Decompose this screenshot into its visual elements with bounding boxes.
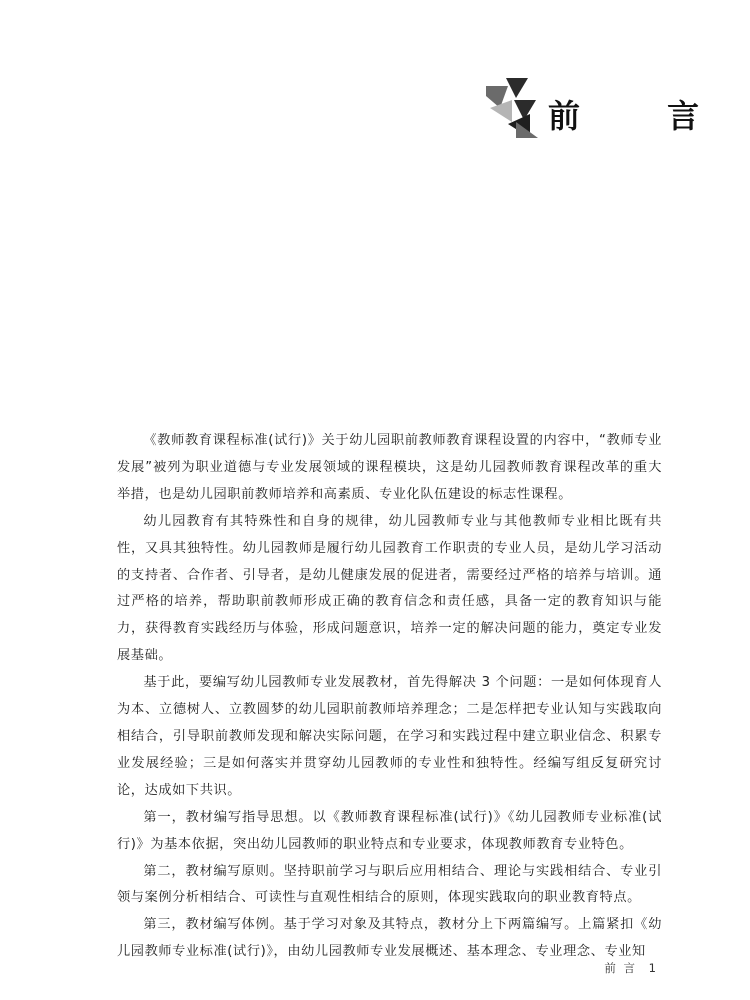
paragraph: 第一，教材编写指导思想。以《教师教育课程标准(试行)》《幼儿园教师专业标准(试行)》为基本依据，突出幼儿园教师的职业特点和专业要求，体现教师教育专业特色。 bbox=[117, 809, 662, 852]
page-number: 1 bbox=[648, 961, 658, 975]
chapter-header bbox=[486, 78, 738, 140]
page-title: 前 言 bbox=[548, 97, 738, 135]
paragraph: 《教师教育课程标准(试行)》关于幼儿园职前教师教育课程设置的内容中，“教师专业发展”被列为职业道德与专业发展领域的课程模块，这是幼儿园教师教育课程改革的重大举措，也是幼儿园职前教师培养和高素质、专业化队伍建设的标志性课程。 bbox=[117, 433, 662, 502]
footer-label: 前 言 bbox=[604, 961, 638, 975]
paragraph: 幼儿园教育有其特殊性和自身的规律，幼儿园教师专业与其他教师专业相比既有共性，又具其独特性。幼儿园教师是履行幼儿园教育工作职责的专业人员，是幼儿学习活动的支持者、合作者、引导者，是幼儿健康发展的促进者，需要经过严格的培养与培训。通过严格的培养，帮助职前教师形成正确的教育信念和责任感，具备一定的教育知识与能力，获得教育实践经历与体验，形成问题意识，培养一定的解决问题的能力，奠定专业发展基础。 bbox=[117, 513, 662, 664]
paragraph: 第二，教材编写原则。坚持职前学习与职后应用相结合、理论与实践相结合、专业引领与案例分析相结合、可读性与直观性相结合的原则，体现实践取向的职业教育特点。 bbox=[117, 863, 662, 906]
body-text bbox=[117, 428, 662, 966]
paragraph: 基于此，要编写幼儿园教师专业发展教材，首先得解决 3 个问题：一是如何体现育人为本、立德树人、立教圆梦的幼儿园职前教师培养理念；二是怎样把专业认知与实践取向相结合，引导职前教师发现和解决实际问题，在学习和实践过程中建立职业信念、积累专业发展经验；三是如何落实并贯穿幼儿园教师的专业性和独特性。经编写组反复研究讨论，达成如下共识。 bbox=[117, 675, 662, 798]
paragraph: 第三，教材编写体例。基于学习对象及其特点，教材分上下两篇编写。上篇紧扣《幼儿园教师专业标准(试行)》，由幼儿园教师专业发展概述、基本理念、专业理念、专业知 bbox=[117, 917, 662, 960]
page-footer bbox=[598, 960, 658, 976]
tangram-logo-icon bbox=[486, 78, 546, 140]
